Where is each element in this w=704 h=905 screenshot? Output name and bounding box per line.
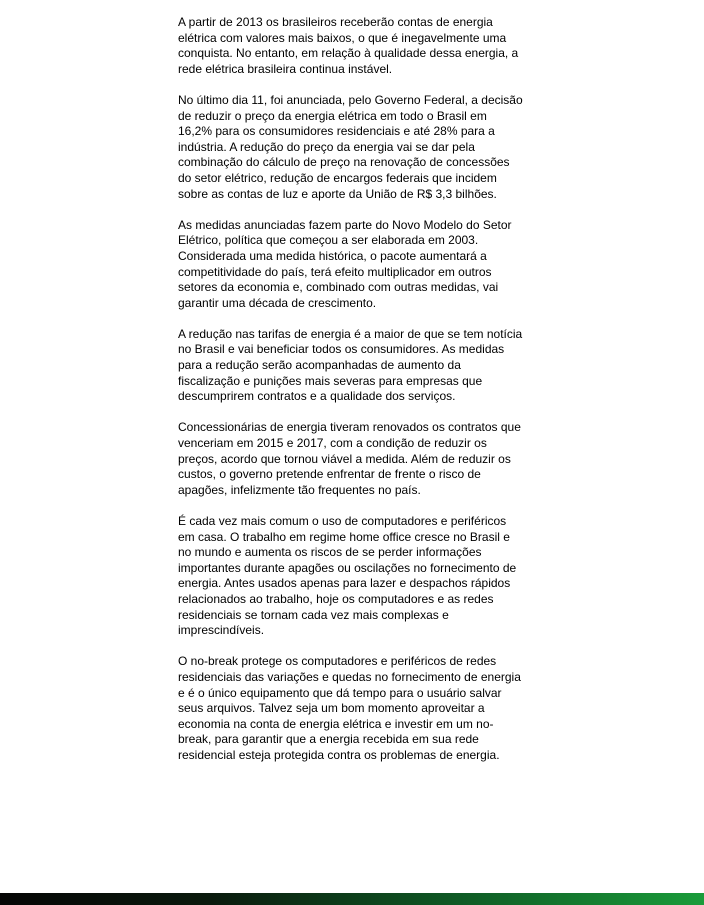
paragraph-4: A redução nas tarifas de energia é a maior de que se tem notícia no Brasil e vai beneficiar todos os consumidores. As medidas para a redução serão acompanhadas de aumento da fiscalização e punições mais severas para empresas que descumprirem contratos e a qualidade dos serviços. (178, 326, 523, 404)
article-body (178, 15, 523, 779)
paragraph-5: Concessionárias de energia tiveram renovados os contratos que venceriam em 2015 e 2017, com a condição de reduzir os preços, acordo que tornou viável a medida. Além de reduzir os custos, o governo pretende enfrentar de frente o risco de apagões, infelizmente tão frequentes no país. (178, 420, 521, 497)
paragraph-6: É cada vez mais comum o uso de computadores e periféricos em casa. O trabalho em regime home office cresce no Brasil e no mundo e aumenta os riscos de se perder informações importantes durante apagões ou oscilações no fornecimento de energia. Antes usados apenas para lazer e despachos rápidos relacionados ao trabalho, hoje os computadores e as redes residenciais se tornam cada vez mais complexas e imprescindíveis. (178, 514, 517, 638)
footer-gradient-bar (0, 893, 704, 905)
paragraph-7: O no-break protege os computadores e periféricos de redes residenciais das variações e quedas no fornecimento de energia e é o único equipamento que dá tempo para o usuário salvar seus arquivos. Talvez seja um bom momento aproveitar a economia na conta de energia elétrica e investir em um no-break, para garantir que a energia recebida em sua rede residencial esteja protegida contra os problemas de energia. (178, 654, 521, 762)
paragraph-3: As medidas anunciadas fazem parte do Novo Modelo do Setor Elétrico, política que começou a ser elaborada em 2003. Considerada uma medida histórica, o pacote aumentará a competitividade do país, terá efeito multiplicador em outros setores da economia e, combinado com outras medidas, vai garantir uma década de crescimento. (178, 217, 512, 310)
paragraph-2: No último dia 11, foi anunciada, pelo Governo Federal, a decisão de reduzir o preço da energia elétrica em todo o Brasil em 16,2% para os consumidores residenciais e até 28% para a indústria. A redução do preço da energia vai se dar pela combinação do cálculo de preço na renovação de concessões do setor elétrico, redução de encargos federais que incidem sobre as contas de luz e aporte da União de R$ 3,3 bilhões. (178, 92, 523, 201)
paragraph-1: A partir de 2013 os brasileiros receberão contas de energia elétrica com valores mais baixos, o que é inegavelmente uma conquista. No entanto, em relação à qualidade dessa energia, a rede elétrica brasileira continua instável. (178, 15, 519, 76)
